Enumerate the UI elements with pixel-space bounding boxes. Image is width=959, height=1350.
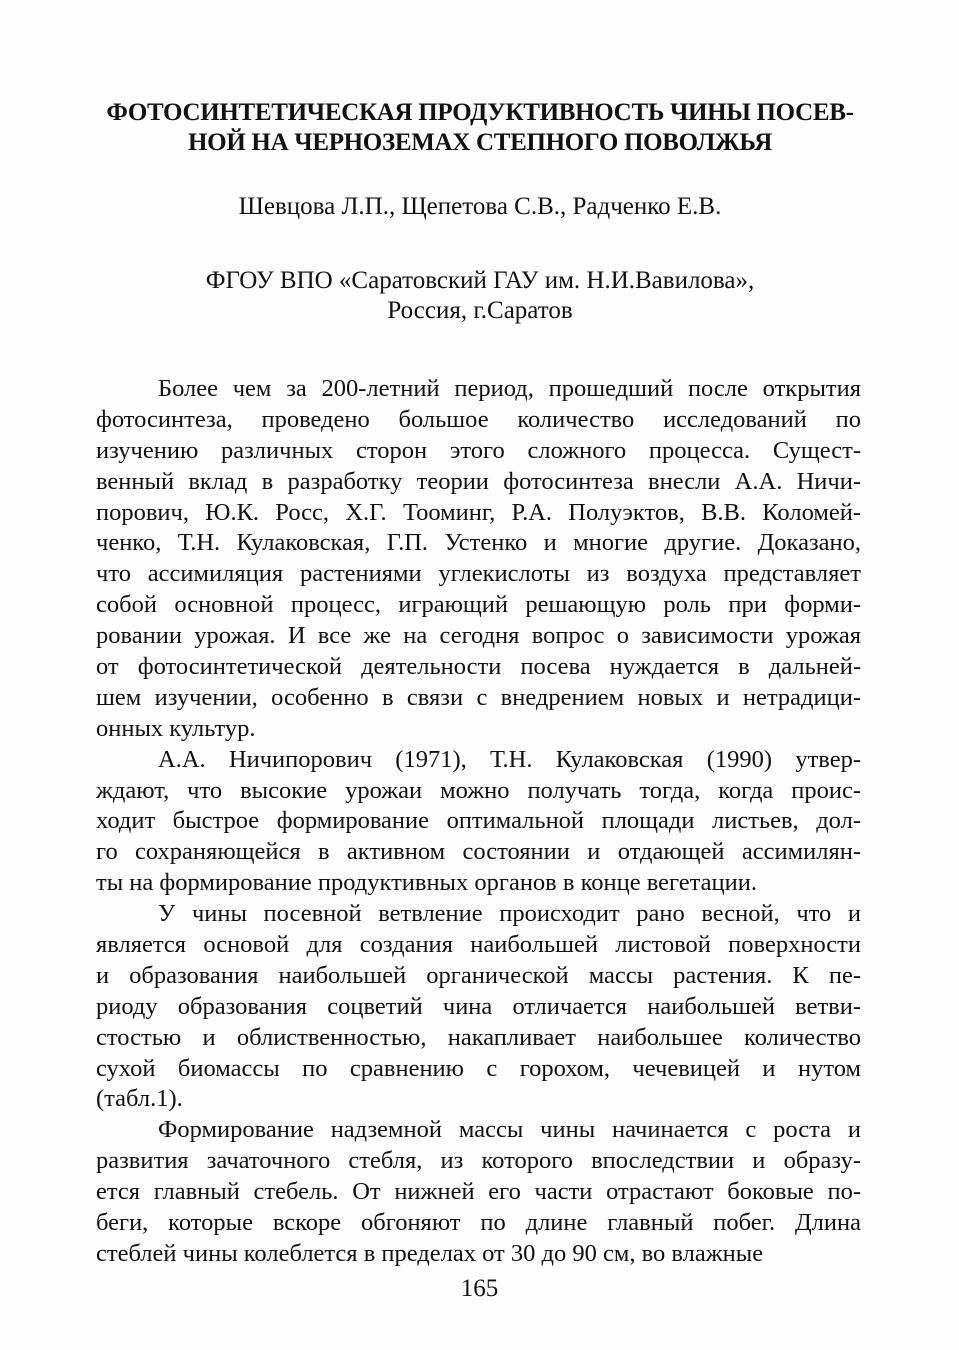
- paragraph-line: от фотосинтетической деятельности посева нуждается в дальней-: [96, 653, 861, 681]
- paragraph-line: Более чем за 200-летний период, прошедший после открытия: [158, 375, 861, 402]
- paragraph-line: сухой биомассы по сравнению с горохом, чечевицей и нутом: [96, 1054, 861, 1082]
- paragraph-line: (табл.1).: [96, 1085, 183, 1113]
- paragraph-line: шем изучении, особенно в связи с внедрением новых и нетрадици-: [96, 683, 861, 711]
- paragraph-line: фотосинтеза, проведено большое количество исследований по: [96, 405, 861, 433]
- paragraph-line: порович, Ю.К. Росс, Х.Г. Тооминг, Р.А. Полуэктов, В.В. Коломей-: [96, 498, 861, 526]
- paragraph-line: ты на формирование продуктивных органов в конце вегетации.: [96, 869, 757, 897]
- paper-title: [96, 98, 864, 158]
- paragraph-line: изучению различных сторон этого сложного процесса. Сущест-: [96, 436, 861, 464]
- paragraph: [96, 1115, 861, 1269]
- paragraph-line: и образования наибольшей органической массы растения. К пе-: [96, 961, 861, 989]
- affiliation-line-1: ФГОУ ВПО «Саратовский ГАУ им. Н.И.Вавилова»,: [205, 267, 755, 294]
- paragraph-line: ждают, что высокие урожаи можно получать тогда, когда проис-: [96, 776, 861, 804]
- paragraph-line: является основой для создания наибольшей листовой поверхности: [96, 931, 861, 959]
- paper-title-line-1: ФОТОСИНТЕТИЧЕСКАЯ ПРОДУКТИВНОСТЬ ЧИНЫ ПОСЕВ-: [106, 99, 854, 126]
- paragraph-line: риоду образования соцветий чина отличается наибольшей ветви-: [96, 992, 861, 1020]
- paragraph-line: ходит быстрое формирование оптимальной площади листьев, дол-: [96, 807, 861, 835]
- paragraph: [96, 745, 861, 899]
- paragraph: [96, 374, 861, 745]
- authors: Шевцова Л.П., Щепетова С.В., Радченко Е.В.: [238, 193, 722, 220]
- affiliation-line-2: Россия, г.Саратов: [387, 297, 573, 324]
- paragraph: [96, 899, 861, 1115]
- page-number: 165: [460, 1275, 499, 1302]
- paragraph-line: Формирование надземной массы чины начинается с роста и: [158, 1116, 861, 1144]
- paragraph-line: что ассимиляция растениями углекислоты из воздуха представляет: [96, 560, 861, 588]
- paragraph-line: А.А. Ничипорович (1971), Т.Н. Кулаковская (1990) утвер-: [158, 745, 861, 773]
- affiliation: [96, 266, 864, 326]
- paragraph-line: онных культур.: [96, 714, 256, 742]
- paragraph-line: стеблей чины колеблется в пределах от 30 до 90 см, во влажные: [96, 1239, 764, 1267]
- paragraph-line: беги, которые вскоре обгоняют по длине главный побег. Длина: [96, 1209, 861, 1237]
- paragraph-line: собой основной процесс, играющий решающую роль при форми-: [96, 591, 861, 619]
- paragraph-line: ченко, Т.Н. Кулаковская, Г.П. Устенко и многие другие. Доказано,: [96, 529, 861, 557]
- paragraph-line: ровании урожая. И все же на сегодня вопрос о зависимости урожая: [96, 622, 861, 650]
- paper-title-line-2: НОЙ НА ЧЕРНОЗЕМАХ СТЕПНОГО ПОВОЛЖЬЯ: [188, 129, 772, 156]
- paragraph-line: го сохраняющейся в активном состоянии и отдающей ассимилян-: [96, 838, 861, 866]
- body-text: [96, 374, 861, 1270]
- paragraph-line: стостью и облиственностью, накапливает наибольшее количество: [96, 1023, 861, 1051]
- paragraph-line: У чины посевной ветвление происходит рано весной, что и: [158, 900, 861, 928]
- paragraph-line: венный вклад в разработку теории фотосинтеза внесли А.А. Ничи-: [96, 467, 861, 495]
- paragraph-line: развития зачаточного стебля, из которого впоследствии и образу-: [96, 1147, 861, 1175]
- paragraph-line: ется главный стебель. От нижней его части отрастают боковые по-: [96, 1178, 861, 1206]
